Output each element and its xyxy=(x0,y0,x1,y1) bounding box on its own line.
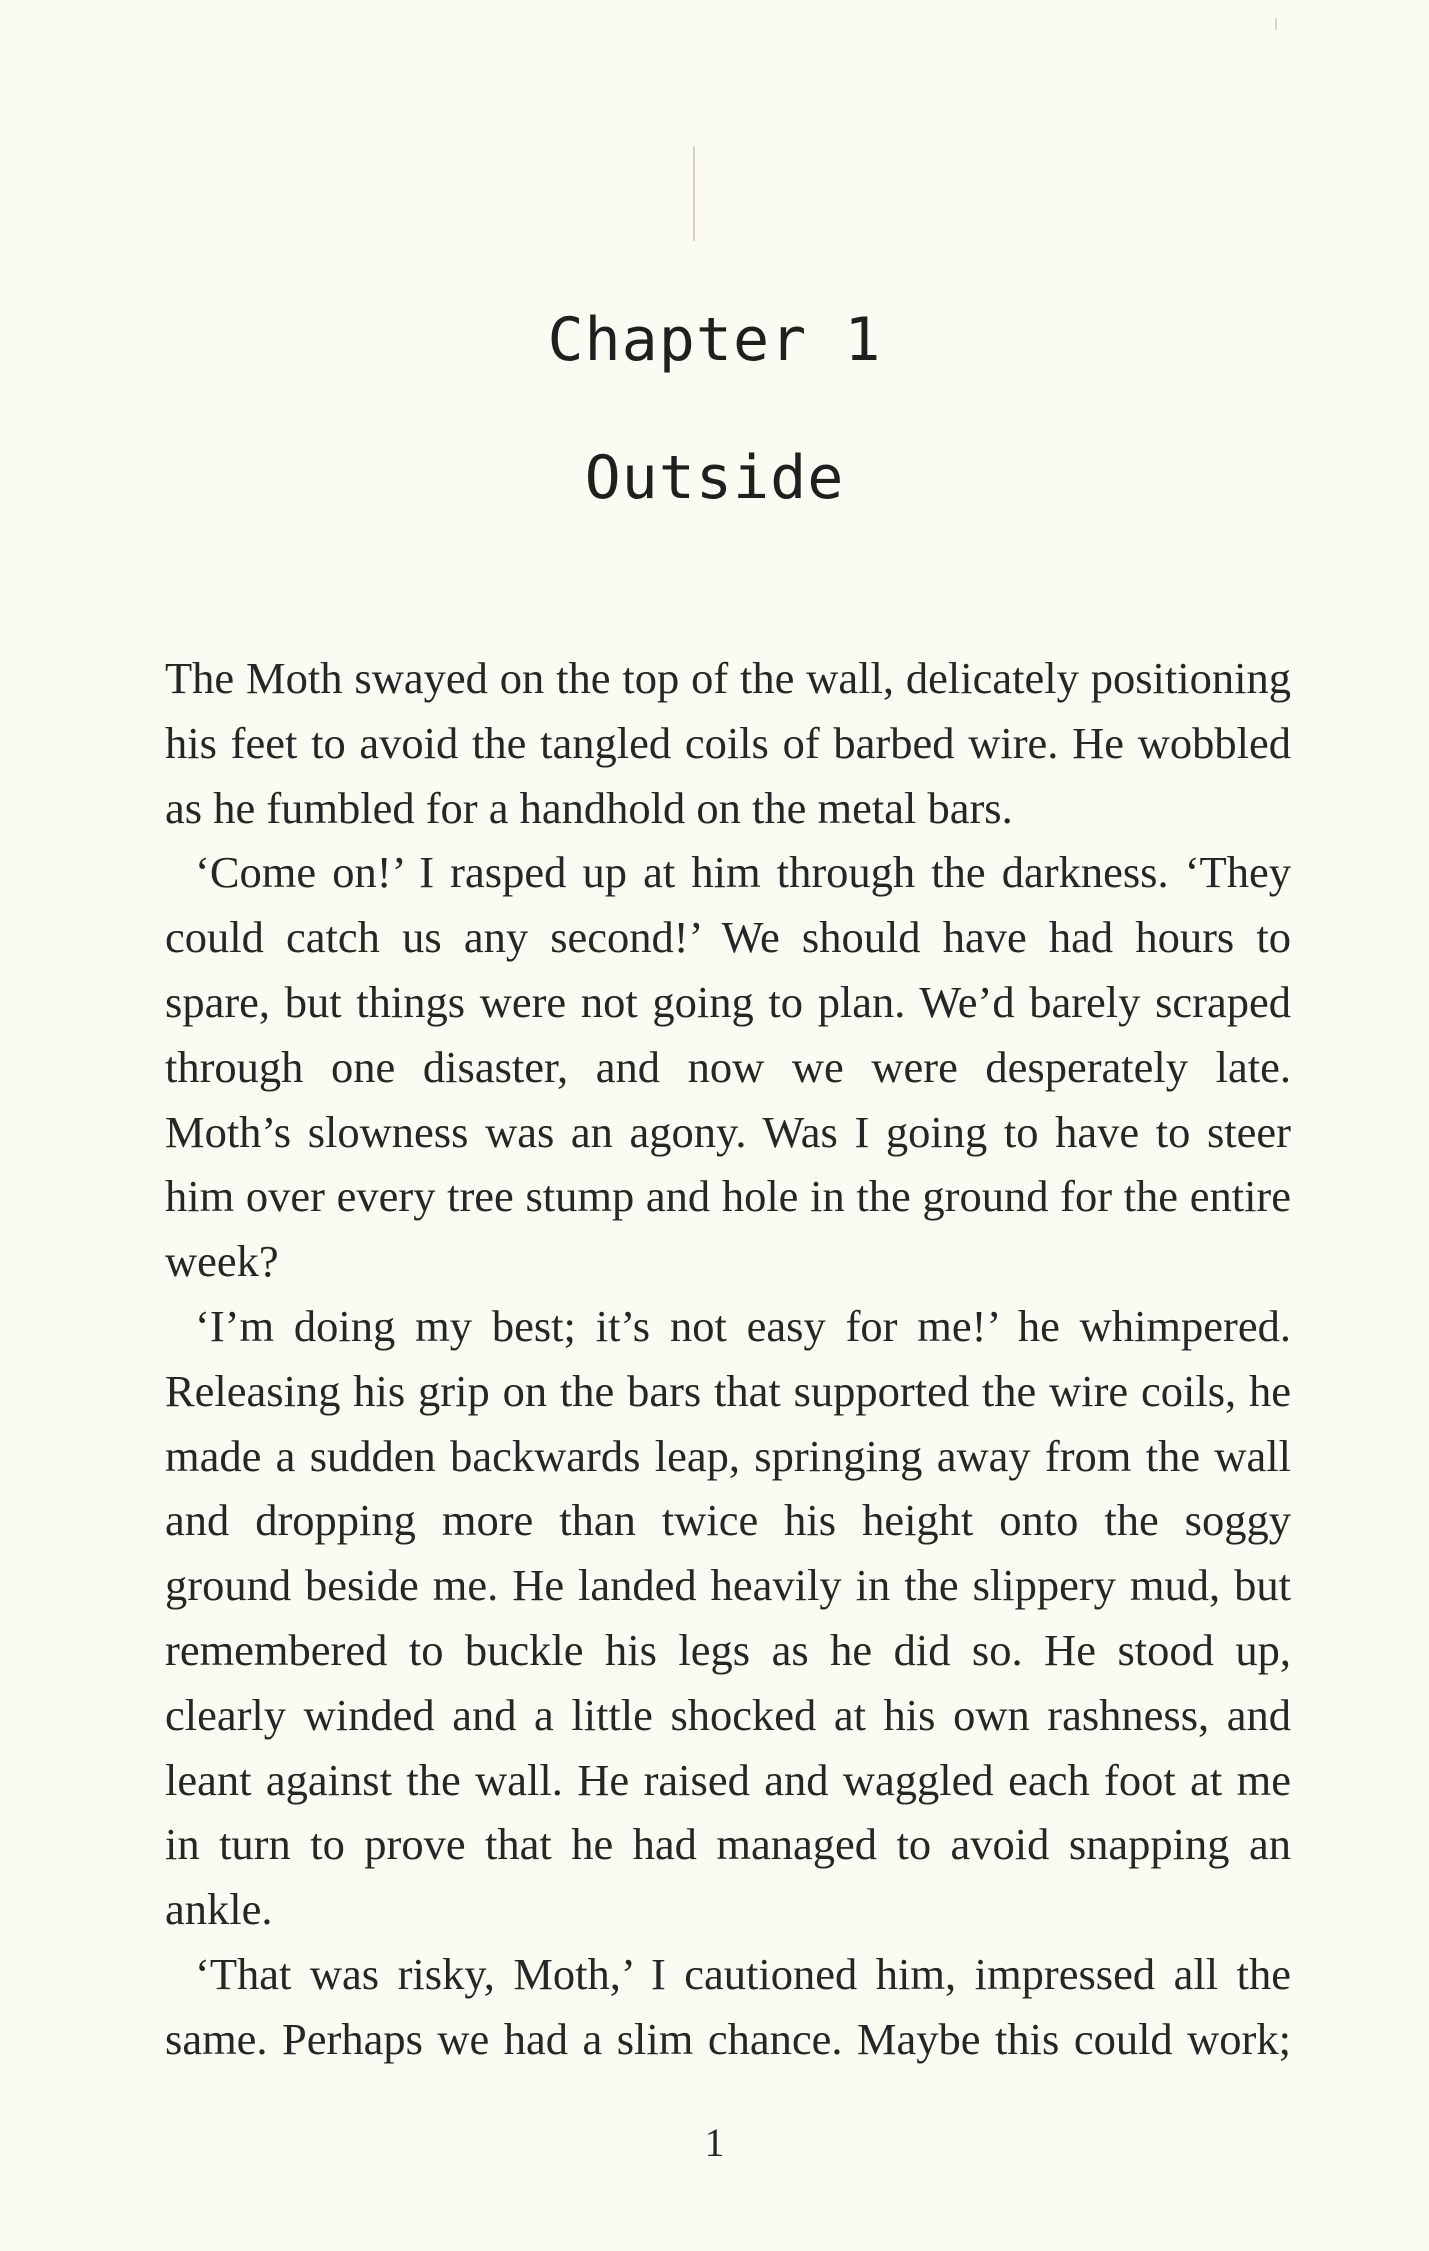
chapter-number: Chapter 1 xyxy=(547,305,882,375)
chapter-title: Outside xyxy=(584,443,845,513)
paragraph: ‘I’m doing my best; it’s not easy for me!’ he whimpered. Releasing his grip on the bars that supported the wire coils, he made a sudden backwards leap, springing away from the wall and dropping more than twice his height onto the soggy ground beside me. He landed heavily in the slippery mud, but remembered to buckle his legs as he did so. He stood up, clearly winded and a little shocked at his own rashness, and leant against the wall. He raised and waggled each foot at me in turn to prove that he had managed to avoid snapping an ankle. xyxy=(165,1300,1291,1935)
chapter-body xyxy=(165,646,1291,2072)
scan-mark xyxy=(693,146,695,241)
paragraph: The Moth swayed on the top of the wall, delicately positioning his feet to avoid the tangled coils of barbed wire. He wobbled as he fumbled for a handhold on the metal bars. xyxy=(165,653,1291,833)
page-number: 1 xyxy=(704,2120,725,2165)
paragraph: ‘That was risky, Moth,’ I cautioned him, impressed all the same. Perhaps we had a slim chance. Maybe this could work; xyxy=(165,1948,1291,2064)
paragraph: ‘Come on!’ I rasped up at him through the darkness. ‘They could catch us any second!’ We should have had hours to spare, but things were not going to plan. We’d barely scraped through one disaster, and now we were desperately late. Moth’s slowness was an agony. Was I going to have to steer him over every tree stump and hole in the ground for the entire week? xyxy=(165,847,1291,1287)
scan-mark xyxy=(1275,18,1277,30)
